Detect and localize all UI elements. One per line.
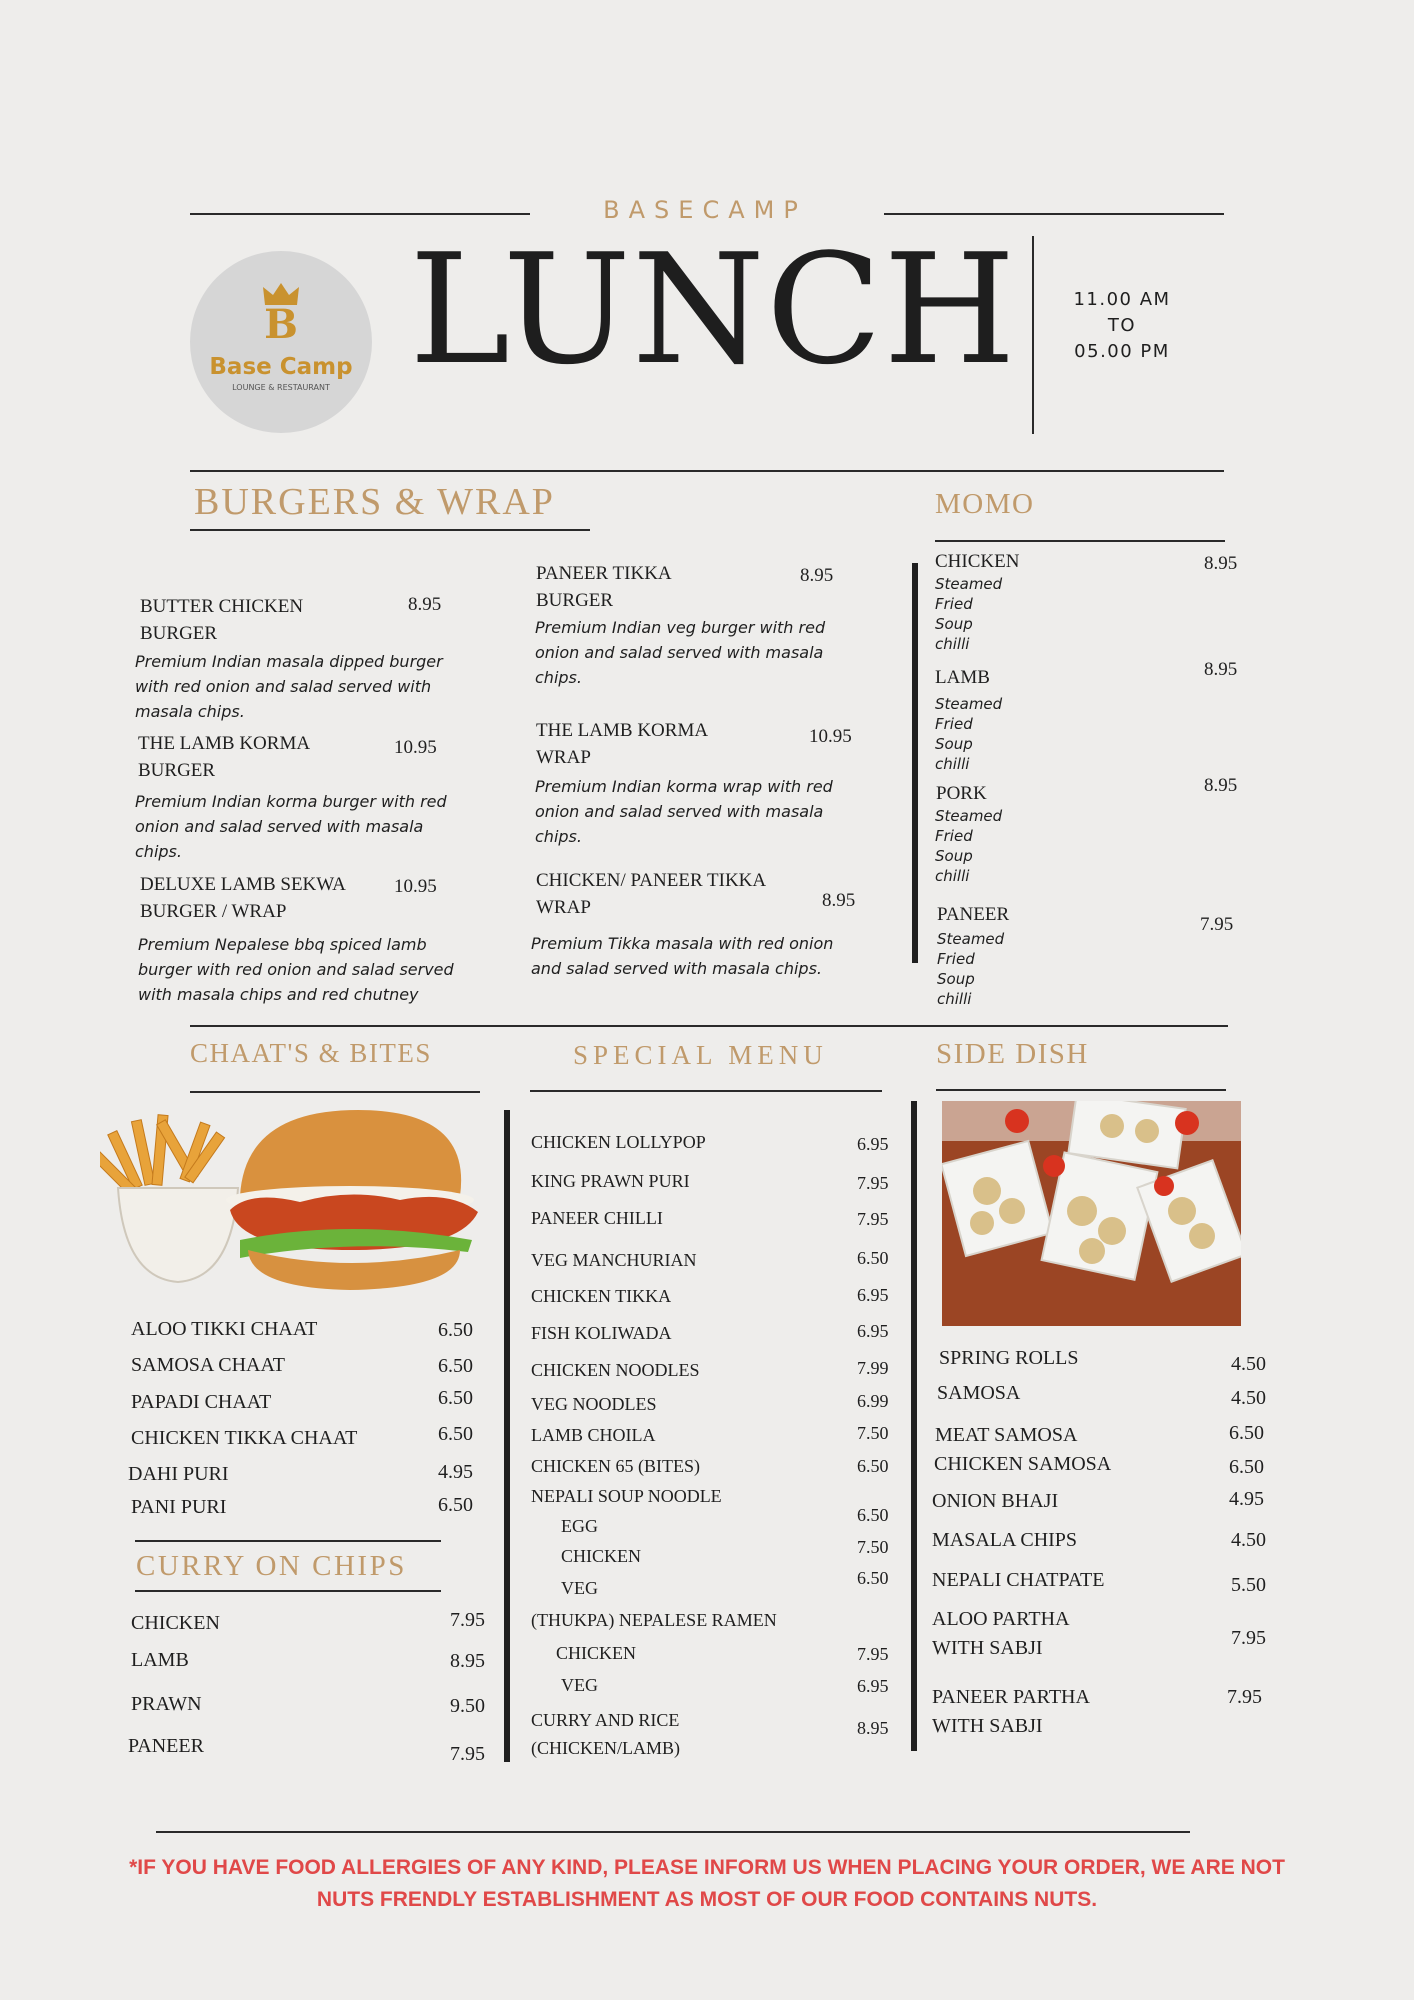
special-item-price: 7.95: [857, 1209, 889, 1229]
special-item-price: 6.95: [857, 1321, 889, 1341]
item-description: Premium Tikka masala with red onion and salad served with masala chips.: [531, 934, 834, 978]
chaat-item-name: PANI PURI: [131, 1496, 227, 1518]
special-item-name: (THUKPA) NEPALESE RAMEN: [531, 1610, 777, 1630]
side-item-name: SAMOSA: [937, 1382, 1021, 1404]
page-title: LUNCH: [409, 221, 1017, 398]
special-item-price: 6.50: [857, 1505, 889, 1525]
item-price: 8.95: [1204, 553, 1238, 574]
item-name: DELUXE LAMB SEKWA BURGER / WRAP: [140, 874, 346, 922]
special-item-name: KING PRAWN PURI: [531, 1171, 690, 1191]
curry-item-price: 7.95: [450, 1609, 485, 1631]
side-item-name: MEAT SAMOSA: [935, 1424, 1078, 1446]
special-item-name: VEG MANCHURIAN: [531, 1250, 697, 1270]
chaat-item-price: 4.95: [438, 1461, 473, 1483]
item-name: CHICKEN/ PANEER TIKKA WRAP: [536, 870, 767, 918]
side-dish-title: SIDE DISH: [936, 1038, 1089, 1070]
chaats-title: CHAAT'S & BITES: [190, 1038, 432, 1068]
special-item-name: CHICKEN: [561, 1546, 641, 1566]
momo-title: MOMO: [935, 488, 1035, 520]
special-item-name: VEG NOODLES: [531, 1394, 657, 1414]
item-price: 10.95: [809, 726, 852, 747]
special-item-name: CURRY AND RICE (CHICKEN/LAMB): [531, 1710, 680, 1758]
special-item-price: 7.95: [857, 1644, 889, 1664]
allergy-notice: *IF YOU HAVE FOOD ALLERGIES OF ANY KIND, PLEASE INFORM US WHEN PLACING YOUR ORDER, WE ARE NOT NUTS FRENDLY ESTABLISHMENT AS MOST OF OUR FOOD CONTAINS NUTS.: [129, 1856, 1285, 1911]
momo-styles: Steamed Fried Soup chilli: [935, 575, 1003, 653]
special-item-price: 7.99: [857, 1358, 889, 1378]
side-item-price: 4.50: [1231, 1353, 1266, 1375]
side-item-price: 7.95: [1227, 1686, 1262, 1708]
item-name: LAMB: [935, 667, 990, 688]
special-item-price: 7.95: [857, 1173, 889, 1193]
side-item-price: 7.95: [1231, 1627, 1266, 1649]
item-price: 8.95: [800, 565, 834, 586]
momo-styles: Steamed Fried Soup chilli: [935, 695, 1003, 773]
special-item-price: 6.50: [857, 1568, 889, 1588]
side-item-price: 4.95: [1229, 1488, 1264, 1510]
curry-item-name: PANEER: [128, 1735, 204, 1757]
logo: [190, 251, 372, 433]
item-price: 10.95: [394, 876, 437, 897]
logo-letter: B: [264, 301, 298, 348]
opening-hours: [1060, 287, 1184, 365]
special-item-name: CHICKEN NOODLES: [531, 1360, 700, 1380]
curry-chips-title: CURRY ON CHIPS: [136, 1550, 407, 1582]
special-item-price: 7.50: [857, 1537, 889, 1557]
special-item-name: VEG: [561, 1578, 598, 1598]
burger-image: [100, 1100, 485, 1292]
curry-item-name: CHICKEN: [131, 1612, 220, 1634]
hours-end: 05.00 PM: [1074, 341, 1170, 362]
special-item-name: FISH KOLIWADA: [531, 1323, 672, 1343]
hours-to: TO: [1107, 315, 1137, 336]
special-item-price: 6.95: [857, 1285, 889, 1305]
side-item-name: SPRING ROLLS: [939, 1347, 1079, 1369]
special-item-name: VEG: [561, 1675, 598, 1695]
burgers-title: BURGERS & WRAP: [194, 481, 555, 523]
chaat-item-price: 6.50: [438, 1423, 473, 1445]
item-name: PORK: [936, 783, 987, 804]
curry-item-price: 8.95: [450, 1650, 485, 1672]
momo-styles: Steamed Fried Soup chilli: [935, 807, 1003, 885]
item-price: 8.95: [1204, 659, 1238, 680]
item-description: Premium Indian veg burger with red onion and salad served with masala chips.: [535, 618, 826, 687]
chaat-item-price: 6.50: [438, 1319, 473, 1341]
special-item-name: CHICKEN LOLLYPOP: [531, 1132, 706, 1152]
special-item-price: 6.50: [857, 1456, 889, 1476]
side-item-name: PANEER PARTHA WITH SABJI: [932, 1686, 1090, 1737]
curry-item-name: LAMB: [131, 1649, 189, 1671]
item-description: Premium Indian korma wrap with red onion and salad served with masala chips.: [535, 777, 833, 846]
curry-item-price: 7.95: [450, 1743, 485, 1765]
special-item-price: 7.50: [857, 1423, 889, 1443]
item-name: CHICKEN: [935, 551, 1020, 572]
logo-tagline: LOUNGE & RESTAURANT: [232, 383, 330, 392]
momo-platter-image: [942, 1101, 1241, 1326]
item-price: 8.95: [408, 594, 442, 615]
item-price: 10.95: [394, 737, 437, 758]
side-item-name: ONION BHAJI: [932, 1490, 1059, 1512]
logo-name: Base Camp: [209, 354, 353, 380]
item-price: 8.95: [822, 890, 856, 911]
momo-styles: Steamed Fried Soup chilli: [937, 930, 1005, 1008]
hours-start: 11.00 AM: [1073, 289, 1171, 310]
special-item-name: CHICKEN 65 (BITES): [531, 1456, 700, 1476]
side-item-price: 6.50: [1229, 1456, 1264, 1478]
chaat-item-name: PAPADI CHAAT: [131, 1391, 272, 1413]
side-item-price: 4.50: [1231, 1529, 1266, 1551]
special-item-name: LAMB CHOILA: [531, 1425, 656, 1445]
side-item-name: CHICKEN SAMOSA: [934, 1453, 1112, 1475]
side-item-name: MASALA CHIPS: [932, 1529, 1078, 1551]
item-name: PANEER TIKKA BURGER: [536, 563, 672, 611]
special-title: SPECIAL MENU: [573, 1040, 828, 1070]
special-item-name: PANEER CHILLI: [531, 1208, 663, 1228]
chaat-item-name: ALOO TIKKI CHAAT: [131, 1318, 318, 1340]
side-item-price: 4.50: [1231, 1387, 1266, 1409]
item-name: THE LAMB KORMA BURGER: [138, 733, 311, 781]
side-item-name: ALOO PARTHA WITH SABJI: [932, 1608, 1070, 1659]
side-item-name: NEPALI CHATPATE: [932, 1569, 1105, 1591]
item-name: BUTTER CHICKEN BURGER: [140, 596, 304, 644]
chaat-item-price: 6.50: [438, 1494, 473, 1516]
special-item-name: EGG: [561, 1516, 598, 1536]
chaat-item-price: 6.50: [438, 1355, 473, 1377]
special-item-price: 6.95: [857, 1676, 889, 1696]
item-description: Premium Indian masala dipped burger with red onion and salad served with masala chips.: [135, 652, 443, 721]
special-item-price: 6.50: [857, 1248, 889, 1268]
special-item-name: CHICKEN: [556, 1643, 636, 1663]
side-item-price: 6.50: [1229, 1422, 1264, 1444]
chaat-item-name: SAMOSA CHAAT: [131, 1354, 285, 1376]
item-price: 8.95: [1204, 775, 1238, 796]
side-item-price: 5.50: [1231, 1574, 1266, 1596]
item-price: 7.95: [1200, 914, 1234, 935]
item-description: Premium Nepalese bbq spiced lamb burger with red onion and salad served with masala chips and red chutney: [138, 935, 454, 1004]
chaat-item-name: CHICKEN TIKKA CHAAT: [131, 1427, 358, 1449]
special-item-name: NEPALI SOUP NOODLE: [531, 1486, 722, 1506]
special-item-price: 6.99: [857, 1391, 889, 1411]
special-item-price: 6.95: [857, 1134, 889, 1154]
curry-item-name: PRAWN: [131, 1693, 202, 1715]
brand-name: BASECAMP: [603, 196, 807, 224]
item-description: Premium Indian korma burger with red onion and salad served with masala chips.: [135, 792, 447, 861]
special-item-name: CHICKEN TIKKA: [531, 1286, 672, 1306]
item-name: THE LAMB KORMA WRAP: [536, 720, 709, 768]
special-item-price: 8.95: [857, 1718, 889, 1738]
chaat-item-price: 6.50: [438, 1387, 473, 1409]
chaat-item-name: DAHI PURI: [128, 1463, 229, 1485]
item-name: PANEER: [937, 904, 1010, 925]
curry-item-price: 9.50: [450, 1695, 485, 1717]
